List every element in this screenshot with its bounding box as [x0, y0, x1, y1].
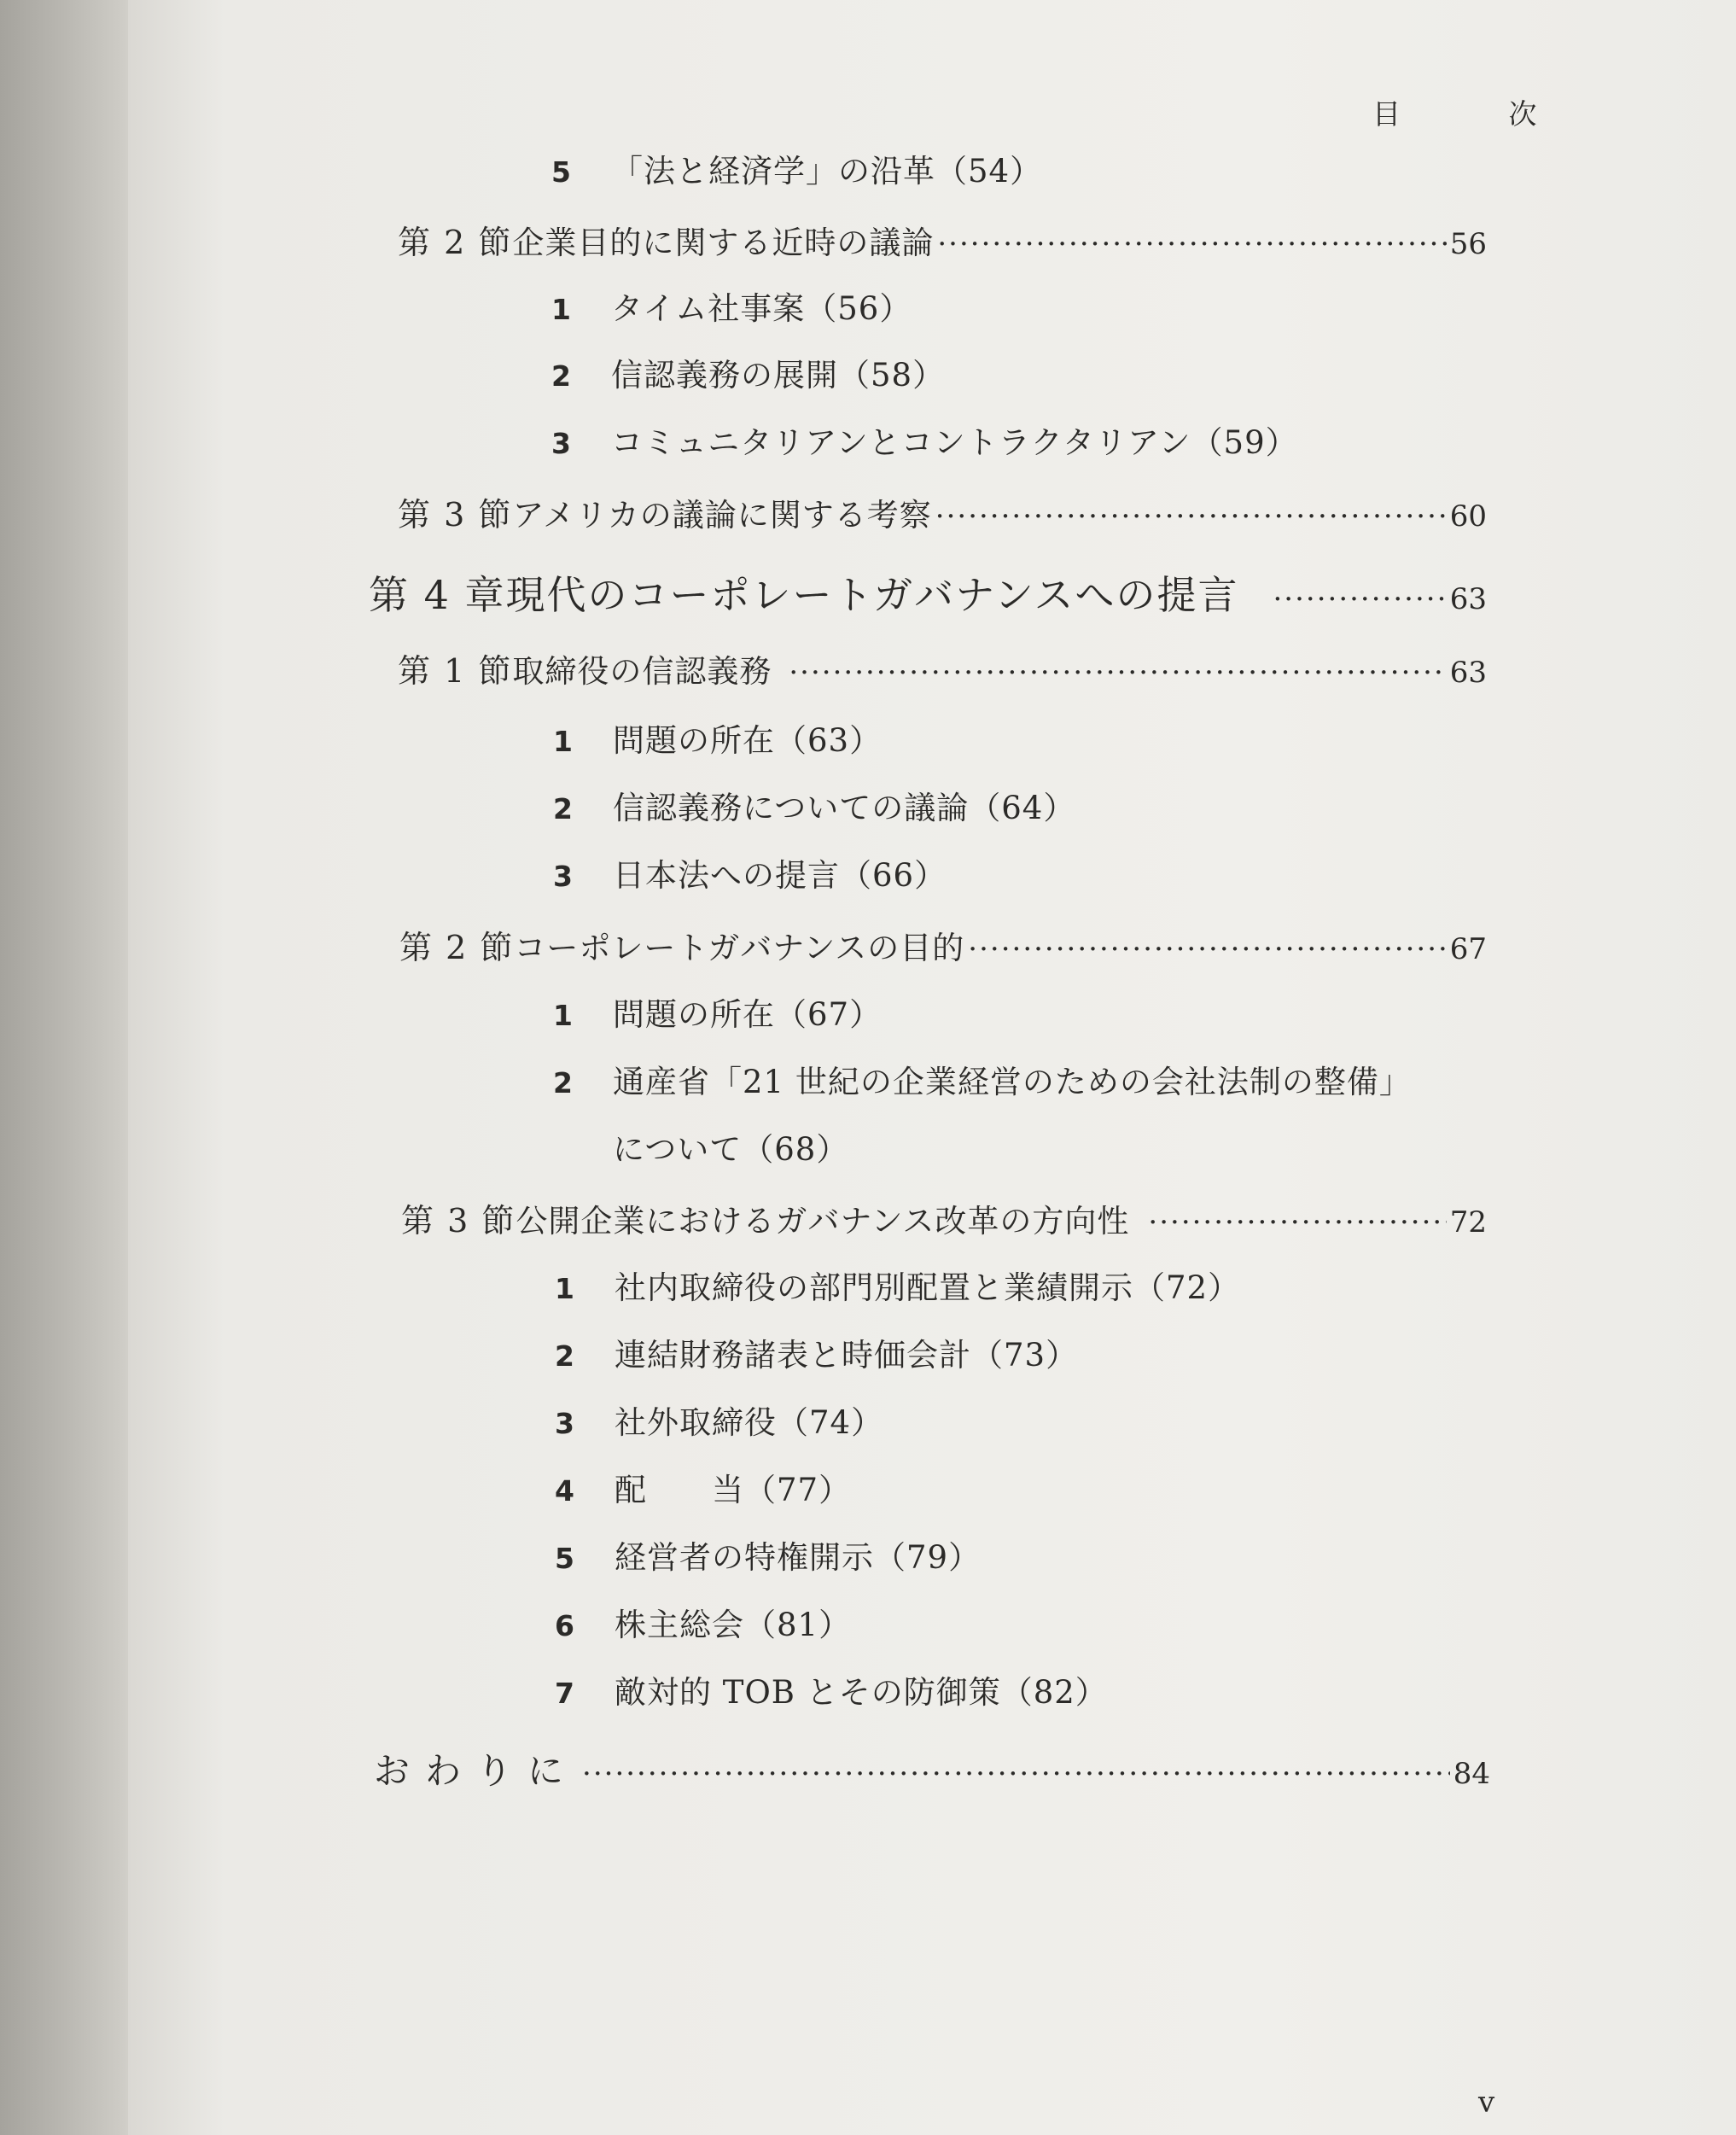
toc-item [555, 1674, 1108, 1711]
dot-leader [1148, 1205, 1446, 1237]
closing-title: おわりに [374, 1750, 580, 1792]
item-number: 1 [553, 999, 573, 1032]
toc-item [551, 424, 1298, 461]
toc-item [555, 1269, 1241, 1306]
toc-chapter [369, 572, 1487, 618]
toc-item [551, 153, 1043, 190]
section-label: 第 3 節 [401, 1202, 516, 1240]
section-title: コーポレートガバナンスの目的 [514, 930, 965, 966]
item-title: コミュニタリアンとコントラクタリアン（59） [611, 424, 1298, 461]
item-title: 株主総会（81） [615, 1607, 852, 1643]
page-number: 63 [1449, 656, 1487, 690]
page-number: 56 [1449, 227, 1487, 261]
section-title: 企業目的に関する近時の議論 [512, 225, 935, 261]
item-number: 1 [551, 293, 571, 326]
item-title: 経営者の特権開示（79） [615, 1539, 982, 1576]
page-number: 67 [1449, 932, 1487, 966]
toc-item [555, 1474, 851, 1506]
item-title: 敵対的 TOB とその防御策（82） [615, 1674, 1108, 1711]
toc-item [553, 857, 947, 894]
dot-leader [968, 931, 1446, 964]
item-title: 日本法への提言（66） [613, 857, 947, 894]
toc-item [551, 290, 912, 327]
toc-closing [374, 1750, 1490, 1792]
item-number: 4 [555, 1474, 574, 1508]
item-number: 2 [555, 1339, 574, 1373]
page-number: 72 [1449, 1205, 1487, 1240]
item-title: 社外取締役（74） [615, 1404, 884, 1441]
book-spine-shadow [0, 0, 149, 2135]
item-number: 7 [555, 1677, 574, 1710]
toc-item-continuation [613, 1131, 849, 1168]
item-title: 問題の所在（63） [613, 722, 883, 759]
toc-section [398, 652, 1487, 690]
toc-section [401, 1202, 1487, 1240]
dot-leader [1273, 581, 1446, 614]
item-number: 3 [553, 860, 573, 893]
toc-item [553, 722, 883, 759]
item-title: 「法と経済学」の沿革（54） [611, 153, 1043, 190]
toc-item [555, 1539, 982, 1576]
item-number: 2 [553, 792, 573, 825]
dot-leader [582, 1756, 1450, 1788]
item-number: 3 [551, 427, 571, 460]
toc-section [398, 226, 1487, 259]
chapter-label: 第 4 章 [369, 572, 506, 618]
item-title: について（68） [613, 1131, 849, 1168]
toc-item [553, 996, 883, 1033]
section-label: 第 3 節 [398, 496, 513, 534]
item-number: 1 [555, 1272, 574, 1305]
dot-leader [937, 226, 1446, 259]
item-title: 問題の所在（67） [613, 996, 883, 1033]
item-number: 2 [553, 1066, 573, 1100]
toc-item [555, 1404, 884, 1441]
page-number: 63 [1449, 582, 1487, 616]
toc-item [553, 1066, 1412, 1098]
section-title: 公開企業におけるガバナンス改革の方向性 [516, 1203, 1130, 1240]
page-number: 60 [1449, 499, 1487, 534]
item-number: 5 [551, 155, 571, 189]
section-label: 第 2 節 [399, 929, 515, 966]
item-title: 連結財務諸表と時価会計（73） [615, 1337, 1079, 1374]
toc-section [398, 496, 1487, 534]
dot-leader [789, 655, 1446, 687]
item-number: 6 [555, 1609, 574, 1642]
item-number: 1 [553, 725, 573, 758]
section-title: 取締役の信認義務 [512, 653, 772, 690]
item-number: 2 [551, 359, 571, 393]
toc-item [553, 792, 1075, 824]
item-title: 信認義務についての議論（64） [613, 790, 1076, 826]
toc-item [551, 357, 946, 394]
dot-leader [935, 499, 1447, 531]
section-label: 第 2 節 [398, 224, 513, 261]
section-label: 第 1 節 [398, 652, 513, 690]
toc-section [399, 931, 1487, 964]
item-number: 3 [555, 1407, 574, 1440]
item-number: 5 [555, 1542, 574, 1575]
item-title: 信認義務の展開（58） [611, 357, 946, 394]
item-title: 社内取締役の部門別配置と業績開示（72） [615, 1269, 1241, 1306]
toc-item [555, 1609, 851, 1641]
toc-item [555, 1337, 1079, 1374]
running-head: 目 次 [1372, 97, 1587, 131]
folio-page-number: v [1478, 2085, 1495, 2120]
section-title: アメリカの議論に関する考察 [512, 497, 932, 534]
chapter-title: 現代のコーポレートガバナンスへの提言 [505, 572, 1239, 618]
item-title: タイム社事案（56） [611, 290, 912, 327]
item-title: 通産省「21 世紀の企業経営のための会社法制の整備」 [613, 1064, 1412, 1100]
page-number: 84 [1453, 1757, 1490, 1791]
item-title: 配 当（77） [615, 1472, 852, 1508]
